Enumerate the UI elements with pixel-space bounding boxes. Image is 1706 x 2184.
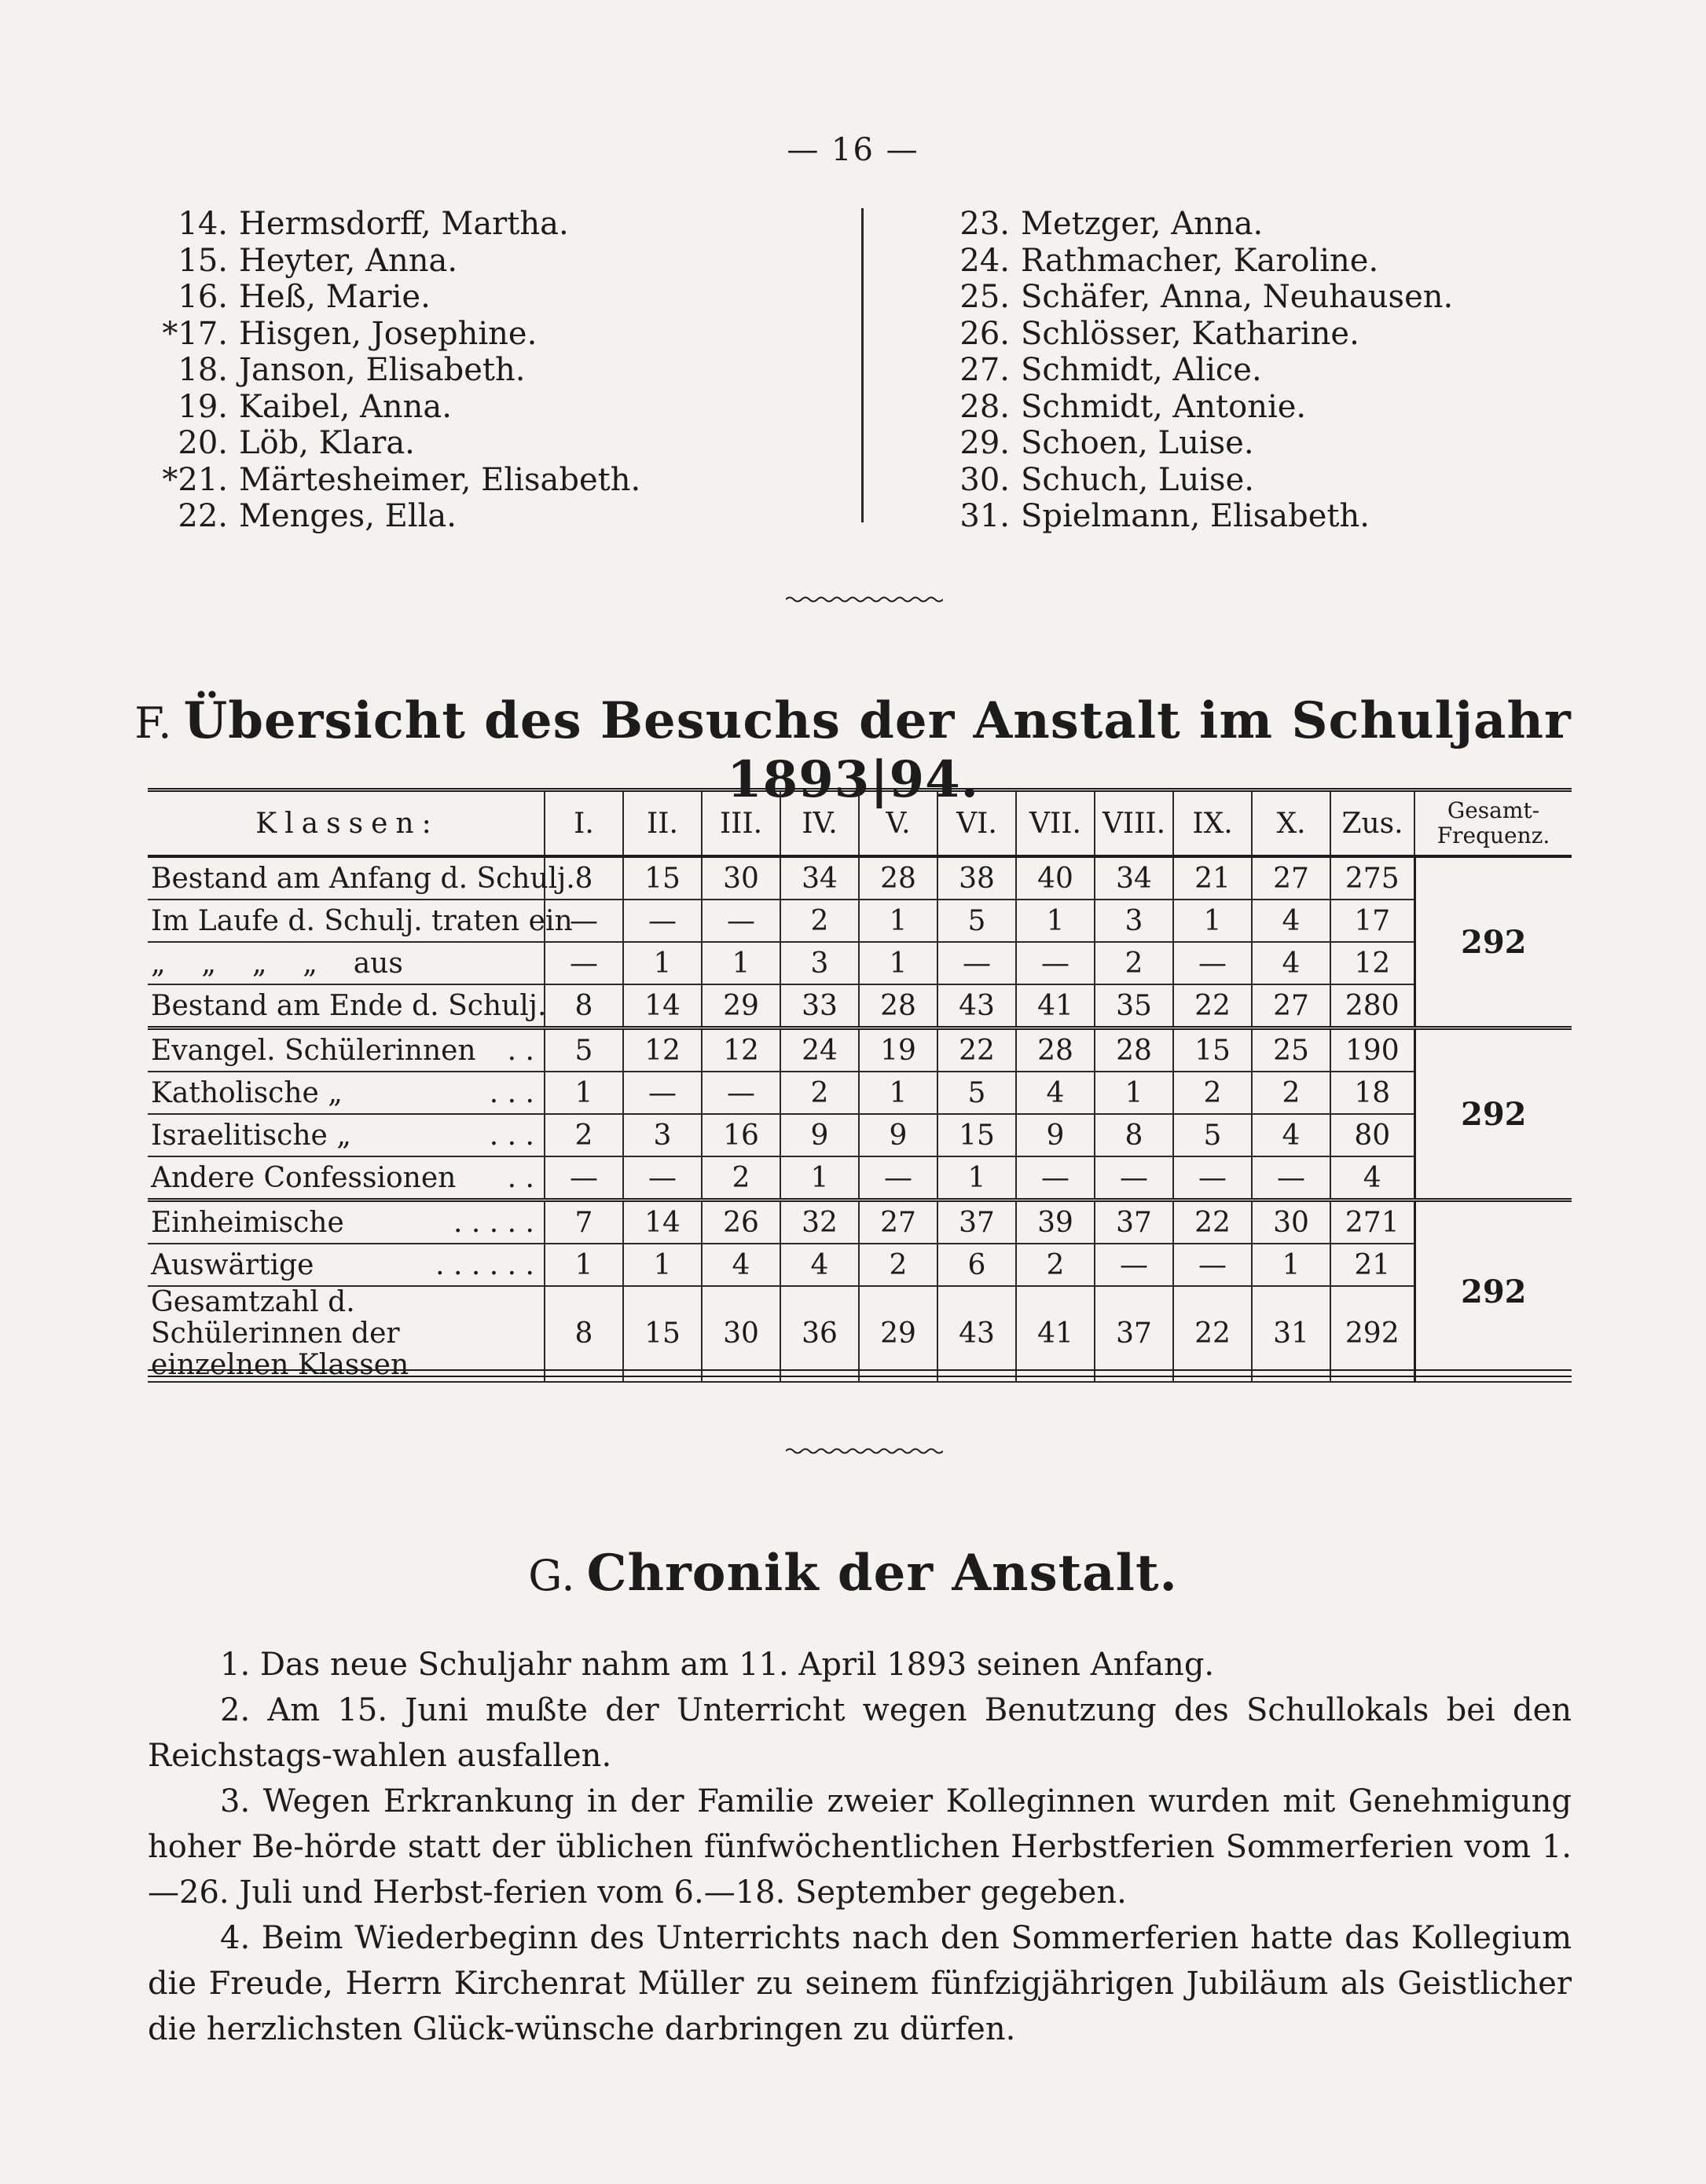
class-value-cell: 24 <box>780 1028 859 1072</box>
student-name: Rathmacher, Karoline. <box>1021 242 1379 279</box>
student-name: Hermsdorff, Martha. <box>239 206 569 242</box>
row-label <box>148 1114 545 1156</box>
header-sum: Zus. <box>1330 790 1414 857</box>
row-label <box>148 1028 545 1072</box>
student-entry <box>943 462 1587 499</box>
class-value-cell: 1 <box>859 942 937 984</box>
class-value-cell: 15 <box>623 1286 702 1382</box>
row-sum-cell: 4 <box>1330 1156 1414 1200</box>
table-row <box>148 1200 1572 1244</box>
row-label-text: Bestand am Ende d. Schulj. <box>151 989 547 1022</box>
class-value-cell: 30 <box>1252 1200 1330 1244</box>
student-entry <box>161 316 845 353</box>
column-divider <box>861 208 864 522</box>
student-name: Schlösser, Katharine. <box>1021 315 1359 352</box>
row-label-text: Israelitische „ <box>151 1119 351 1152</box>
row-label <box>148 1200 545 1244</box>
header-classes-label: Klassen: <box>255 807 439 840</box>
row-sum-cell: 280 <box>1330 984 1414 1028</box>
student-name: Schoen, Luise. <box>1021 425 1254 461</box>
class-value-cell: 3 <box>623 1114 702 1156</box>
header-class: VII. <box>1016 790 1095 857</box>
class-value-cell: — <box>1016 1156 1095 1200</box>
row-label-dots: . . <box>507 1034 534 1067</box>
class-value-cell: — <box>623 1156 702 1200</box>
class-value-cell: 15 <box>623 856 702 900</box>
student-name: Spielmann, Elisabeth. <box>1021 498 1370 534</box>
student-entry <box>943 498 1587 535</box>
row-label-dots: . . . <box>489 1076 534 1109</box>
row-label-text: Andere Confessionen <box>151 1161 457 1194</box>
student-name: Heyter, Anna. <box>239 242 458 279</box>
row-label-text: Im Laufe d. Schulj. traten ein <box>151 904 573 937</box>
student-entry <box>161 462 845 499</box>
group-total-frequency: 292 <box>1414 1028 1572 1200</box>
class-value-cell: 39 <box>1016 1200 1095 1244</box>
header-class: III. <box>702 790 780 857</box>
table-bottom-rule <box>148 1369 1572 1377</box>
class-value-cell: 1 <box>1016 900 1095 942</box>
class-value-cell: 6 <box>937 1244 1016 1286</box>
student-number: 26. <box>959 315 1010 352</box>
class-value-cell: 4 <box>780 1244 859 1286</box>
table-row <box>148 1156 1572 1200</box>
student-entry <box>161 498 845 535</box>
header-total-frequency <box>1414 790 1572 857</box>
class-value-cell: — <box>702 1072 780 1114</box>
class-value-cell: 1 <box>937 1156 1016 1200</box>
table-header-row <box>148 790 1572 857</box>
class-value-cell: 1 <box>545 1072 623 1114</box>
row-sum-cell: 17 <box>1330 900 1414 942</box>
row-label-text: „ „ „ „ aus <box>151 947 403 980</box>
table-row <box>148 1072 1572 1114</box>
student-entry <box>161 279 845 316</box>
class-value-cell: 12 <box>623 1028 702 1072</box>
class-value-cell: 43 <box>937 1286 1016 1382</box>
class-value-cell: — <box>545 942 623 984</box>
header-class: X. <box>1252 790 1330 857</box>
row-label-dots <box>487 1287 497 1381</box>
row-label <box>148 900 573 942</box>
class-value-cell: 16 <box>702 1114 780 1156</box>
student-number: 15. <box>178 242 228 279</box>
chronicle-paragraph: 1. Das neue Schuljahr nahm am 11. April 1893 seinen Anfang. <box>220 1647 1215 1683</box>
row-sum-cell: 80 <box>1330 1114 1414 1156</box>
class-value-cell: 33 <box>780 984 859 1028</box>
class-value-cell: 5 <box>1173 1114 1252 1156</box>
class-value-cell: 5 <box>545 1028 623 1072</box>
section-g-heading <box>0 1544 1706 1603</box>
student-name: Schäfer, Anna, Neuhausen. <box>1021 279 1454 315</box>
header-class: VI. <box>937 790 1016 857</box>
student-list-left <box>161 206 845 535</box>
table-row <box>148 942 1572 984</box>
student-number: *21. <box>162 461 228 498</box>
class-value-cell: 29 <box>702 984 780 1028</box>
student-name: Kaibel, Anna. <box>239 388 452 425</box>
class-value-cell: 1 <box>1252 1244 1330 1286</box>
class-value-cell: 9 <box>780 1114 859 1156</box>
class-value-cell: 21 <box>1173 856 1252 900</box>
class-value-cell: — <box>859 1156 937 1200</box>
class-value-cell: — <box>937 942 1016 984</box>
row-label <box>148 856 575 900</box>
table-row <box>148 900 1572 942</box>
class-value-cell: 37 <box>937 1200 1016 1244</box>
student-number: 27. <box>959 352 1010 388</box>
group-total-frequency: 292 <box>1414 856 1572 1028</box>
class-value-cell: 40 <box>1016 856 1095 900</box>
class-value-cell: — <box>623 900 702 942</box>
table-row <box>148 984 1572 1028</box>
class-value-cell: — <box>1173 1156 1252 1200</box>
class-value-cell: 2 <box>1252 1072 1330 1114</box>
student-number: 22. <box>178 498 228 534</box>
class-value-cell: 28 <box>859 984 937 1028</box>
student-entry <box>943 316 1587 353</box>
student-number: 18. <box>178 352 228 388</box>
class-value-cell: — <box>623 1072 702 1114</box>
table-row <box>148 1114 1572 1156</box>
class-value-cell: 25 <box>1252 1028 1330 1072</box>
class-value-cell: 4 <box>1252 942 1330 984</box>
student-entry <box>161 243 845 280</box>
class-value-cell: — <box>545 1156 623 1200</box>
row-sum-cell: 292 <box>1330 1286 1414 1382</box>
class-value-cell: 22 <box>1173 984 1252 1028</box>
student-name: Heß, Marie. <box>239 279 431 315</box>
student-name: Schuch, Luise. <box>1021 461 1254 498</box>
class-value-cell: 43 <box>937 984 1016 1028</box>
row-label <box>148 1286 545 1382</box>
class-value-cell: 28 <box>1016 1028 1095 1072</box>
row-label <box>148 1072 545 1114</box>
section-g-letter: G. <box>528 1551 576 1600</box>
row-label-dots <box>408 947 544 980</box>
table-row <box>148 856 1572 900</box>
class-value-cell: 28 <box>1095 1028 1173 1072</box>
class-value-cell: 34 <box>780 856 859 900</box>
student-name: Löb, Klara. <box>239 425 415 461</box>
class-value-cell: 2 <box>1016 1244 1095 1286</box>
class-value-cell: 14 <box>623 984 702 1028</box>
row-label-text: Bestand am Anfang d. Schulj. <box>151 862 575 895</box>
header-class: II. <box>623 790 702 857</box>
student-number: 14. <box>178 206 228 242</box>
class-value-cell: 15 <box>937 1114 1016 1156</box>
class-value-cell: 27 <box>1252 856 1330 900</box>
attendance-table <box>148 788 1572 1383</box>
student-entry <box>943 279 1587 316</box>
class-value-cell: 32 <box>780 1200 859 1244</box>
class-value-cell: — <box>1173 1244 1252 1286</box>
student-entry <box>161 206 845 243</box>
student-number: 29. <box>959 425 1010 461</box>
row-label-text: Einheimische <box>151 1206 344 1239</box>
class-value-cell: 31 <box>1252 1286 1330 1382</box>
class-value-cell: 22 <box>937 1028 1016 1072</box>
row-label-dots: . . . . . . <box>435 1248 534 1281</box>
row-sum-cell: 275 <box>1330 856 1414 900</box>
class-value-cell: 38 <box>937 856 1016 900</box>
student-entry <box>943 425 1587 462</box>
class-value-cell: 5 <box>937 900 1016 942</box>
class-value-cell: 2 <box>780 1072 859 1114</box>
class-value-cell: 41 <box>1016 1286 1095 1382</box>
class-value-cell: 22 <box>1173 1200 1252 1244</box>
class-value-cell: 2 <box>545 1114 623 1156</box>
class-value-cell: — <box>545 900 623 942</box>
class-value-cell: — <box>1252 1156 1330 1200</box>
table-row <box>148 1244 1572 1286</box>
class-value-cell: 1 <box>1095 1072 1173 1114</box>
class-value-cell: 30 <box>702 1286 780 1382</box>
class-value-cell: 14 <box>623 1200 702 1244</box>
section-f-title: Übersicht des Besuchs der Anstalt im Schuljahr 1893|94. <box>183 691 1572 809</box>
row-sum-cell: 12 <box>1330 942 1414 984</box>
class-value-cell: 37 <box>1095 1286 1173 1382</box>
class-value-cell: 37 <box>1095 1200 1173 1244</box>
student-name: Menges, Ella. <box>239 498 457 534</box>
row-label-text: Auswärtige <box>151 1248 314 1281</box>
student-number: 23. <box>959 206 1010 242</box>
class-value-cell: 34 <box>1095 856 1173 900</box>
section-g-title: Chronik der Anstalt. <box>586 1544 1178 1603</box>
student-name: Janson, Elisabeth. <box>239 352 526 388</box>
chronicle-text <box>148 1642 1572 2052</box>
class-value-cell: — <box>1095 1244 1173 1286</box>
student-entry <box>943 243 1587 280</box>
row-label-dots: . . . . . <box>453 1206 534 1239</box>
student-entry <box>161 389 845 426</box>
student-number: 16. <box>178 279 228 315</box>
class-value-cell: — <box>1173 942 1252 984</box>
row-label-text: Katholische „ <box>151 1076 343 1109</box>
student-number: 19. <box>178 388 228 425</box>
student-number: 28. <box>959 388 1010 425</box>
header-total-line2: Frequenz. <box>1436 823 1550 848</box>
class-value-cell: 36 <box>780 1286 859 1382</box>
class-value-cell: 4 <box>1252 1114 1330 1156</box>
header-class: V. <box>859 790 937 857</box>
class-value-cell: 3 <box>1095 900 1173 942</box>
student-number: 25. <box>959 279 1010 315</box>
class-value-cell: 12 <box>702 1028 780 1072</box>
student-entry <box>943 206 1587 243</box>
row-sum-cell: 190 <box>1330 1028 1414 1072</box>
class-value-cell: 9 <box>859 1114 937 1156</box>
class-value-cell: 15 <box>1173 1028 1252 1072</box>
table-row <box>148 1286 1572 1382</box>
class-value-cell: 27 <box>859 1200 937 1244</box>
row-label <box>148 984 545 1028</box>
class-value-cell: 7 <box>545 1200 623 1244</box>
student-name: Schmidt, Antonie. <box>1021 388 1307 425</box>
class-value-cell: 1 <box>702 942 780 984</box>
class-value-cell: 41 <box>1016 984 1095 1028</box>
row-label <box>148 942 545 984</box>
class-value-cell: 2 <box>859 1244 937 1286</box>
student-entry <box>161 425 845 462</box>
class-value-cell: 30 <box>702 856 780 900</box>
class-value-cell: 1 <box>1173 900 1252 942</box>
class-value-cell: 8 <box>545 984 623 1028</box>
class-value-cell: 1 <box>545 1244 623 1286</box>
student-number: 31. <box>959 498 1010 534</box>
class-value-cell: 28 <box>859 856 937 900</box>
student-name: Hisgen, Josephine. <box>239 315 537 352</box>
student-number: 24. <box>959 242 1010 279</box>
student-entry <box>943 352 1587 389</box>
header-class: VIII. <box>1095 790 1173 857</box>
row-label <box>148 1156 545 1200</box>
student-list-right <box>943 206 1587 535</box>
class-value-cell: 22 <box>1173 1286 1252 1382</box>
class-value-cell: — <box>1016 942 1095 984</box>
student-number: 30. <box>959 461 1010 498</box>
student-name: Metzger, Anna. <box>1021 206 1264 242</box>
class-value-cell: 2 <box>780 900 859 942</box>
student-number: *17. <box>162 315 228 352</box>
row-sum-cell: 271 <box>1330 1200 1414 1244</box>
row-sum-cell: 18 <box>1330 1072 1414 1114</box>
chronicle-paragraph: 2. Am 15. Juni mußte der Unterricht wegen Benutzung des Schullokals bei den Reichstags-wahlen ausfallen. <box>148 1692 1572 1774</box>
class-value-cell: 1 <box>859 1072 937 1114</box>
class-value-cell: 29 <box>859 1286 937 1382</box>
row-label <box>148 1244 545 1286</box>
class-value-cell: 8 <box>545 1286 623 1382</box>
chronicle-paragraph: 4. Beim Wiederbeginn des Unterrichts nach den Sommerferien hatte das Kollegium die Freude, Herrn Kirchenrat Müller zu seinem fünfzigjährigen Jubiläum als Geistlicher die herzlichsten Glück-wünsche darbringen zu dürfen. <box>148 1920 1572 2047</box>
class-value-cell: 3 <box>780 942 859 984</box>
row-label-text: Gesamtzahl d. Schülerinnen der einzelnen Klassen <box>151 1286 409 1381</box>
row-sum-cell: 21 <box>1330 1244 1414 1286</box>
ornament-rule <box>786 1446 943 1457</box>
class-value-cell: 1 <box>859 900 937 942</box>
row-label-dots <box>546 990 556 1022</box>
class-value-cell: 4 <box>702 1244 780 1286</box>
header-class: IV. <box>780 790 859 857</box>
student-entry <box>943 389 1587 426</box>
class-value-cell: 1 <box>623 942 702 984</box>
ornament-rule <box>786 594 943 605</box>
student-number: 20. <box>178 425 228 461</box>
class-value-cell: 1 <box>780 1156 859 1200</box>
class-value-cell: 35 <box>1095 984 1173 1028</box>
class-value-cell: 5 <box>937 1072 1016 1114</box>
row-label-dots: . . <box>507 1161 534 1194</box>
section-f-letter: F. <box>134 698 173 748</box>
class-value-cell: 26 <box>702 1200 780 1244</box>
row-label-text: Evangel. Schülerinnen <box>151 1034 476 1067</box>
class-value-cell: 2 <box>1095 942 1173 984</box>
header-class: IX. <box>1173 790 1252 857</box>
class-value-cell: 4 <box>1016 1072 1095 1114</box>
student-name: Märtesheimer, Elisabeth. <box>239 461 641 498</box>
class-value-cell: 1 <box>623 1244 702 1286</box>
header-class: I. <box>545 790 623 857</box>
group-total-frequency: 292 <box>1414 1200 1572 1383</box>
student-name: Schmidt, Alice. <box>1021 352 1262 388</box>
class-value-cell: 19 <box>859 1028 937 1072</box>
header-total-line1: Gesamt- <box>1447 797 1540 823</box>
class-value-cell: 2 <box>702 1156 780 1200</box>
page-number: — 16 — <box>787 132 919 168</box>
table-row <box>148 1028 1572 1072</box>
chronicle-paragraph: 3. Wegen Erkrankung in der Familie zweier Kolleginnen wurden mit Genehmigung hoher Be-hörde statt der üblichen fünfwöchentlichen Herbstferien Sommerferien vom 1.—26. Juli und Herbst-ferien vom 6.—18. September gegeben. <box>148 1783 1572 1911</box>
class-value-cell: 8 <box>545 856 623 900</box>
class-value-cell: 27 <box>1252 984 1330 1028</box>
student-entry <box>161 352 845 389</box>
class-value-cell: — <box>1095 1156 1173 1200</box>
class-value-cell: 2 <box>1173 1072 1252 1114</box>
row-label-dots: . . . <box>489 1119 534 1152</box>
class-value-cell: 9 <box>1016 1114 1095 1156</box>
class-value-cell: 4 <box>1252 900 1330 942</box>
class-value-cell: — <box>702 900 780 942</box>
class-value-cell: 8 <box>1095 1114 1173 1156</box>
